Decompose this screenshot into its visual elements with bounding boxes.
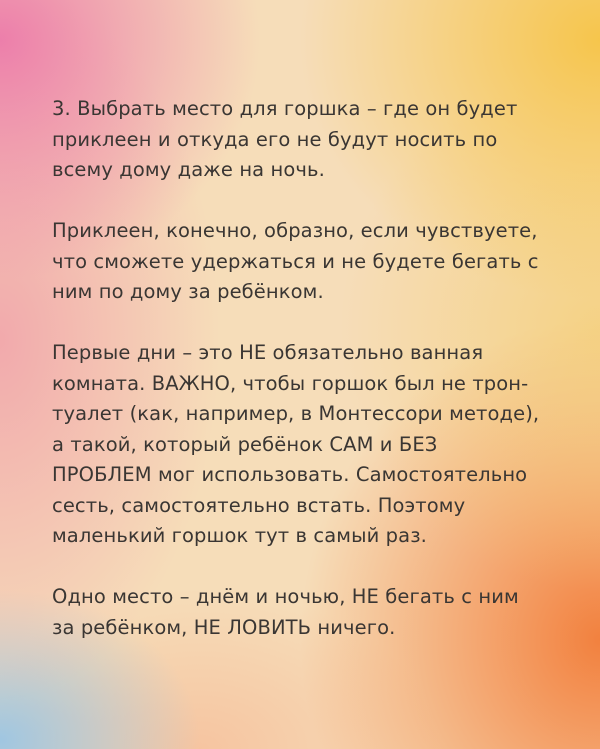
text-line: что сможете удержаться и не будете бегать с	[52, 249, 539, 273]
text-line: приклеен и откуда его не будут носить по	[52, 127, 498, 151]
text-line: маленький горшок тут в самый раз.	[52, 524, 427, 547]
text-content	[52, 94, 572, 643]
text-line: сесть, самостоятельно встать. Поэтому	[52, 493, 466, 517]
paragraph-first-days	[52, 338, 572, 552]
text-line: 3. Выбрать место для горшка – где он будет	[52, 97, 518, 120]
text-line: Одно место – днём и ночью, НЕ бегать с ним	[52, 585, 519, 608]
text-line: Первые дни – это НЕ обязательно ванная	[52, 341, 484, 364]
paragraph-one-place	[52, 582, 572, 643]
text-line: всему дому даже на ночь.	[52, 158, 325, 181]
text-line: Приклеен, конечно, образно, если чувствуете,	[52, 219, 538, 242]
text-line: ПРОБЛЕМ мог использовать. Самостоятельно	[52, 463, 528, 486]
paragraph-choose-place	[52, 94, 572, 186]
text-line: ним по дому за ребёнком.	[52, 280, 324, 303]
text-line: туалет (как, например, в Монтессори методе),	[52, 402, 540, 425]
text-line: за ребёнком, НЕ ЛОВИТЬ ничего.	[52, 615, 396, 639]
text-line: а такой, который ребёнок САМ и БЕЗ	[52, 432, 438, 456]
paragraph-glued-figuratively	[52, 216, 572, 308]
text-line: комната. ВАЖНО, чтобы горшок был не трон-	[52, 371, 529, 395]
